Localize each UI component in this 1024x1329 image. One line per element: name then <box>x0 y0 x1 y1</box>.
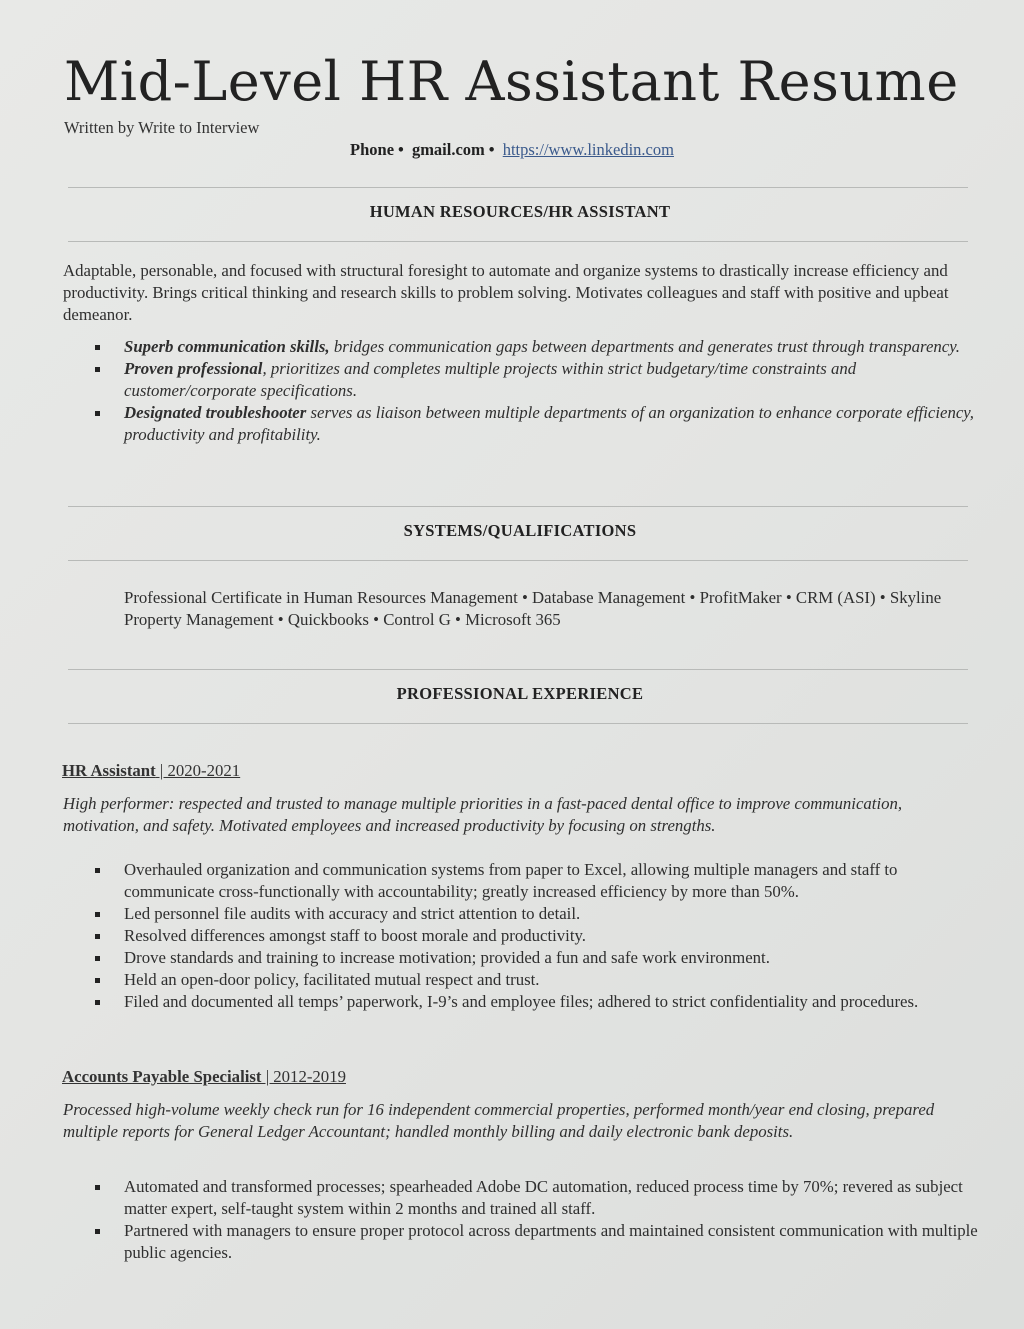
contact-line <box>0 140 1024 160</box>
job-title-text: Accounts Payable Specialist <box>62 1067 262 1086</box>
highlights-list <box>92 336 982 446</box>
divider <box>68 241 968 242</box>
list-item: Led personnel file audits with accuracy and strict attention to detail. <box>92 903 982 925</box>
divider <box>68 506 968 507</box>
job-bullets <box>92 1176 982 1264</box>
list-item <box>92 402 982 446</box>
divider <box>68 560 968 561</box>
job-dates: | 2012-2019 <box>261 1067 346 1086</box>
job-bullets <box>92 859 982 1013</box>
highlight-bold: Designated troubleshooter <box>124 403 307 422</box>
contact-email: gmail.com <box>411 140 485 159</box>
list-item: Overhauled organization and communication systems from paper to Excel, allowing multiple managers and staff to communicate cross-functionally with accountability; greatly increased efficiency by more than 50%. <box>92 859 982 903</box>
highlight-text: serves as liaison between multiple departments of an organization to enhance corporate efficiency, productivity and profitability. <box>124 403 974 444</box>
section-heading-qualifications: SYSTEMS/QUALIFICATIONS <box>403 521 637 540</box>
summary-paragraph: Adaptable, personable, and focused with structural foresight to automate and organize systems to drastically increase efficiency and productivity. Brings critical thinking and research skills to problem solving. Motivates colleagues and staff with positive and upbeat demeanor. <box>63 261 949 324</box>
list-item <box>92 358 982 402</box>
list-item: Partnered with managers to ensure proper protocol across departments and maintained consistent communication with multiple public agencies. <box>92 1220 982 1264</box>
contact-separator: • <box>398 140 404 159</box>
divider <box>68 187 968 188</box>
byline: Written by Write to Interview <box>64 118 260 137</box>
list-item <box>92 336 982 358</box>
job-dates: | 2020-2021 <box>155 761 241 780</box>
qualifications-text: Professional Certificate in Human Resources Management • Database Management • ProfitMaker • CRM (ASI) • Skyline Property Management • Quickbooks • Control G • Microsoft 365 <box>124 588 942 629</box>
job-title-accounts-payable <box>62 1067 346 1087</box>
job-title-text: HR Assistant <box>62 761 156 780</box>
highlight-text: , prioritizes and completes multiple projects within strict budgetary/time constraints and customer/corporate specifications. <box>124 359 857 400</box>
contact-separator: • <box>488 140 495 159</box>
highlight-bold: Proven professional <box>124 359 263 378</box>
job-title-hr-assistant <box>62 761 240 781</box>
contact-phone: Phone <box>350 140 395 159</box>
list-item: Held an open-door policy, facilitated mutual respect and trust. <box>92 969 982 991</box>
divider <box>68 723 968 724</box>
list-item: Drove standards and training to increase motivation; provided a fun and safe work environment. <box>92 947 982 969</box>
list-item: Filed and documented all temps’ paperwork, I-9’s and employee files; adhered to strict confidentiality and procedures. <box>92 991 982 1013</box>
job-summary: Processed high-volume weekly check run for 16 independent commercial properties, performed month/year end closing, prepared multiple reports for General Ledger Accountant; handled monthly billing and daily electronic bank deposits. <box>63 1100 935 1141</box>
divider <box>68 669 968 670</box>
linkedin-link[interactable]: https://www.linkedin.com <box>502 140 674 159</box>
section-heading-summary: HUMAN RESOURCES/HR ASSISTANT <box>369 202 671 221</box>
highlight-bold: Superb communication skills, <box>124 337 330 356</box>
list-item: Resolved differences amongst staff to boost morale and productivity. <box>92 925 982 947</box>
job-summary: High performer: respected and trusted to manage multiple priorities in a fast-paced dental office to improve communication, motivation, and safety. Motivated employees and increased productivity by focusing on strengths. <box>63 794 903 835</box>
section-heading-experience: PROFESSIONAL EXPERIENCE <box>396 684 644 703</box>
highlight-text: bridges communication gaps between departments and generates trust through transparency. <box>329 337 960 356</box>
list-item: Automated and transformed processes; spearheaded Adobe DC automation, reduced process time by 70%; revered as subject matter expert, self-taught system within 2 months and trained all staff. <box>92 1176 982 1220</box>
resume-title: Mid-Level HR Assistant Resume <box>64 50 959 113</box>
